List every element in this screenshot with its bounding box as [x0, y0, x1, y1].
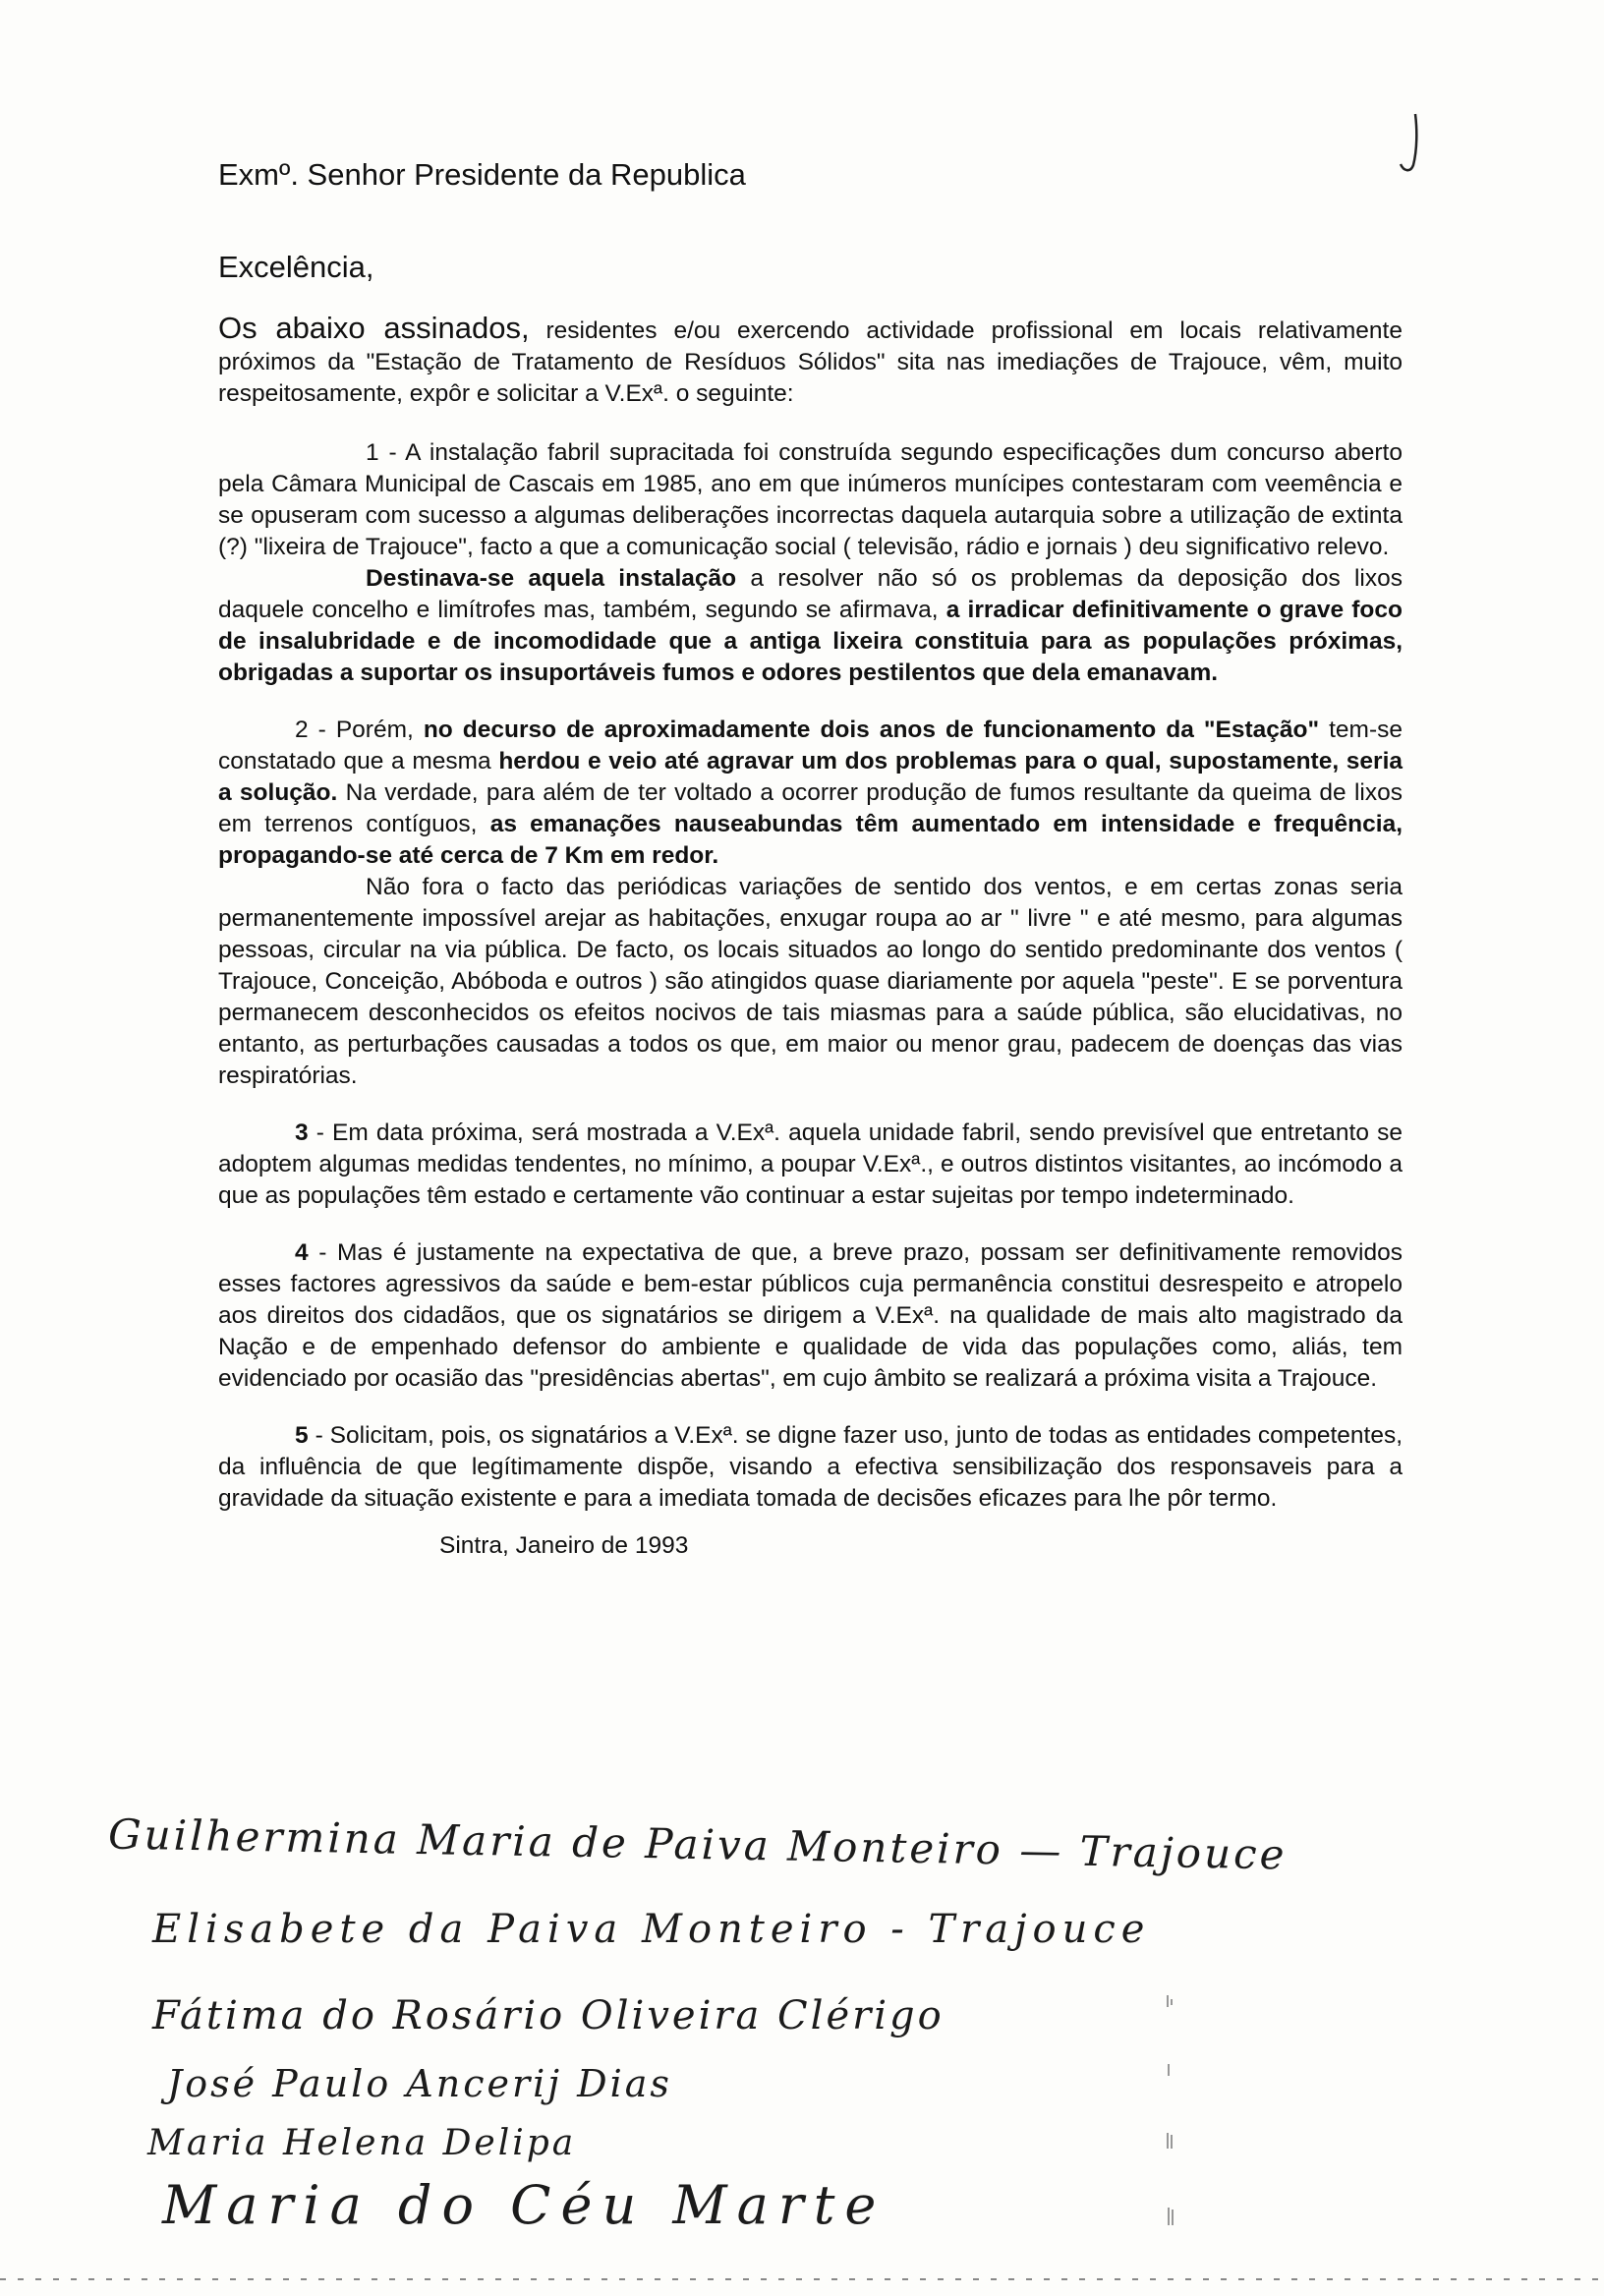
p4-text: - Mas é justamente na expectativa de que, a breve prazo, possam ser definitivamente removidos esses factores agressivos da saúde e bem-estar públicos cuja permanência constitui desrespeito e atropelo aos direitos dos cidadãos, que os signatários se dirigem a V.Exª. na qualidade de mais alto magistrado da Nação e de empenhado defensor do ambiente e qualidade de vida das populações como, aliás, tem evidenciado por ocasião das "presidências abertas", em cujo âmbito se realizará a próxima visita a Trajouce.: [218, 1239, 1403, 1392]
paragraph-4: [218, 1237, 1403, 1395]
p5-text: - Solicitam, pois, os signatários a V.Exª. se digne fazer uso, junto de todas as entidades competentes, da influência de que legítimamente dispõe, visando a efectiva sensibilização dos responsaveis para a gravidade da situação existente e para a imediata tomada de decisões eficazes para lhe pôr termo.: [218, 1422, 1403, 1512]
p5-number: 5: [295, 1422, 309, 1449]
intro-text: residentes e/ou exercendo actividade profissional em locais relativamente próximos da "Estação de Tratamento de Resíduos Sólidos" sita nas imediações de Trajouce, vêm, muito respeitosamente, expôr e solicitar a V.Exª. o seguinte:: [218, 317, 1403, 407]
intro-lead: Os abaixo assinados,: [218, 311, 530, 345]
paragraph-1b: [218, 563, 1403, 689]
p2a-bold-1: no decurso de aproximadamente dois anos de funcionamento da "Estação": [423, 717, 1320, 743]
paragraph-5: [218, 1420, 1403, 1515]
handwritten-signature: Maria Helena Delipa: [147, 2123, 577, 2163]
p4-number: 4: [295, 1239, 309, 1266]
signature-block: [107, 1808, 1337, 2236]
p1b-bold-end: a irradicar definitivamente o grave foco de insalubridade e de incomodidade que a antiga lixeira constituia para as populações próximas, obrigadas a suportar os insuportáveis fumos e odores pestilentos que dela emanavam.: [218, 597, 1403, 686]
handwritten-signature: Maria do Céu Marte: [162, 2174, 887, 2236]
handwritten-signature: Guilhermina Maria de Paiva Monteiro — Trajouce: [107, 1809, 1288, 1879]
handwritten-signature: Elisabete da Paiva Monteiro - Trajouce: [152, 1907, 1151, 1952]
p3-text: - Em data próxima, será mostrada a V.Exª. aquela unidade fabril, sendo previsível que entretanto se adoptem algumas medidas tendentes, no mínimo, a poupar V.Exª., e outros distintos visitantes, ao incómodo a que as populações têm estado e certamente vão continuar a estar sujeitas por tempo indeterminado.: [218, 1119, 1403, 1209]
paragraph-3: [218, 1118, 1403, 1212]
place-date-line: Sintra, Janeiro de 1993: [439, 1532, 689, 1559]
scan-edge-line: [0, 2278, 1604, 2280]
handwritten-signature: Fátima do Rosário Oliveira Clérigo: [152, 1993, 945, 2038]
handwritten-signature: José Paulo Ancerij Dias: [167, 2062, 672, 2105]
p1b-bold-start: Destinava-se aquela instalação: [366, 565, 737, 592]
greeting-line: Excelência,: [218, 250, 374, 284]
addressee-line: Exmº. Senhor Presidente da Republica: [218, 157, 746, 192]
p3-number: 3: [295, 1119, 309, 1146]
p2a-text-2: tem-se constatado que a mesma: [218, 717, 1403, 775]
paragraph-1a: 1 - A instalação fabril supracitada foi construída segundo especificações dum concurso aberto pela Câmara Municipal de Cascais em 1985, ano em que inúmeros munícipes contestaram com veemência e se opuseram com sucesso a algumas deliberações incorrectas daquela autarquia sobre a utilização de extinta (?) "lixeira de Trajouce", facto a que a comunicação social ( televisão, rádio e jornais ) deu significativo relevo.: [218, 439, 1403, 560]
paragraph-2b: Não fora o facto das periódicas variações de sentido dos ventos, e em certas zonas seria permanentemente impossível arejar as habitações, enxugar roupa ao ar " livre " e até mesmo, para algumas pessoas, circular na via pública. De facto, os locais situados ao longo do sentido predominante dos ventos ( Trajouce, Conceição, Abóboda e outros ) são atingidos quase diariamente por aquela "peste". E se porventura permanecem desconhecidos os efeitos nocivos de tais miasmas para a saúde pública, são elucidativas, no entanto, as perturbações causadas a todos os que, em maior ou menor grau, padecem de doenças das vias respiratórias.: [218, 874, 1403, 1089]
p2a-bold-3: as emanações nauseabundas têm aumentado em intensidade e frequência, propagando-se até cerca de 7 Km em redor.: [218, 811, 1403, 869]
margin-scan-marks: [1160, 1985, 1179, 2241]
p1b-text: a resolver não só os problemas da deposição dos lixos daquele concelho e limítrofes mas, também, segundo se afirmava,: [218, 565, 1403, 623]
p2a-text-1: 2 - Porém,: [295, 717, 424, 743]
paragraph-2a: [218, 715, 1403, 872]
p2a-text-3: Na verdade, para além de ter voltado a ocorrer produção de fumos resultante da queima de lixos em terrenos contíguos,: [218, 779, 1403, 837]
p2a-bold-2: herdou e veio até agravar um dos problemas para o qual, supostamente, seria a solução.: [218, 748, 1403, 806]
letter-body: [218, 147, 1403, 1562]
intro-paragraph: [218, 313, 1403, 410]
